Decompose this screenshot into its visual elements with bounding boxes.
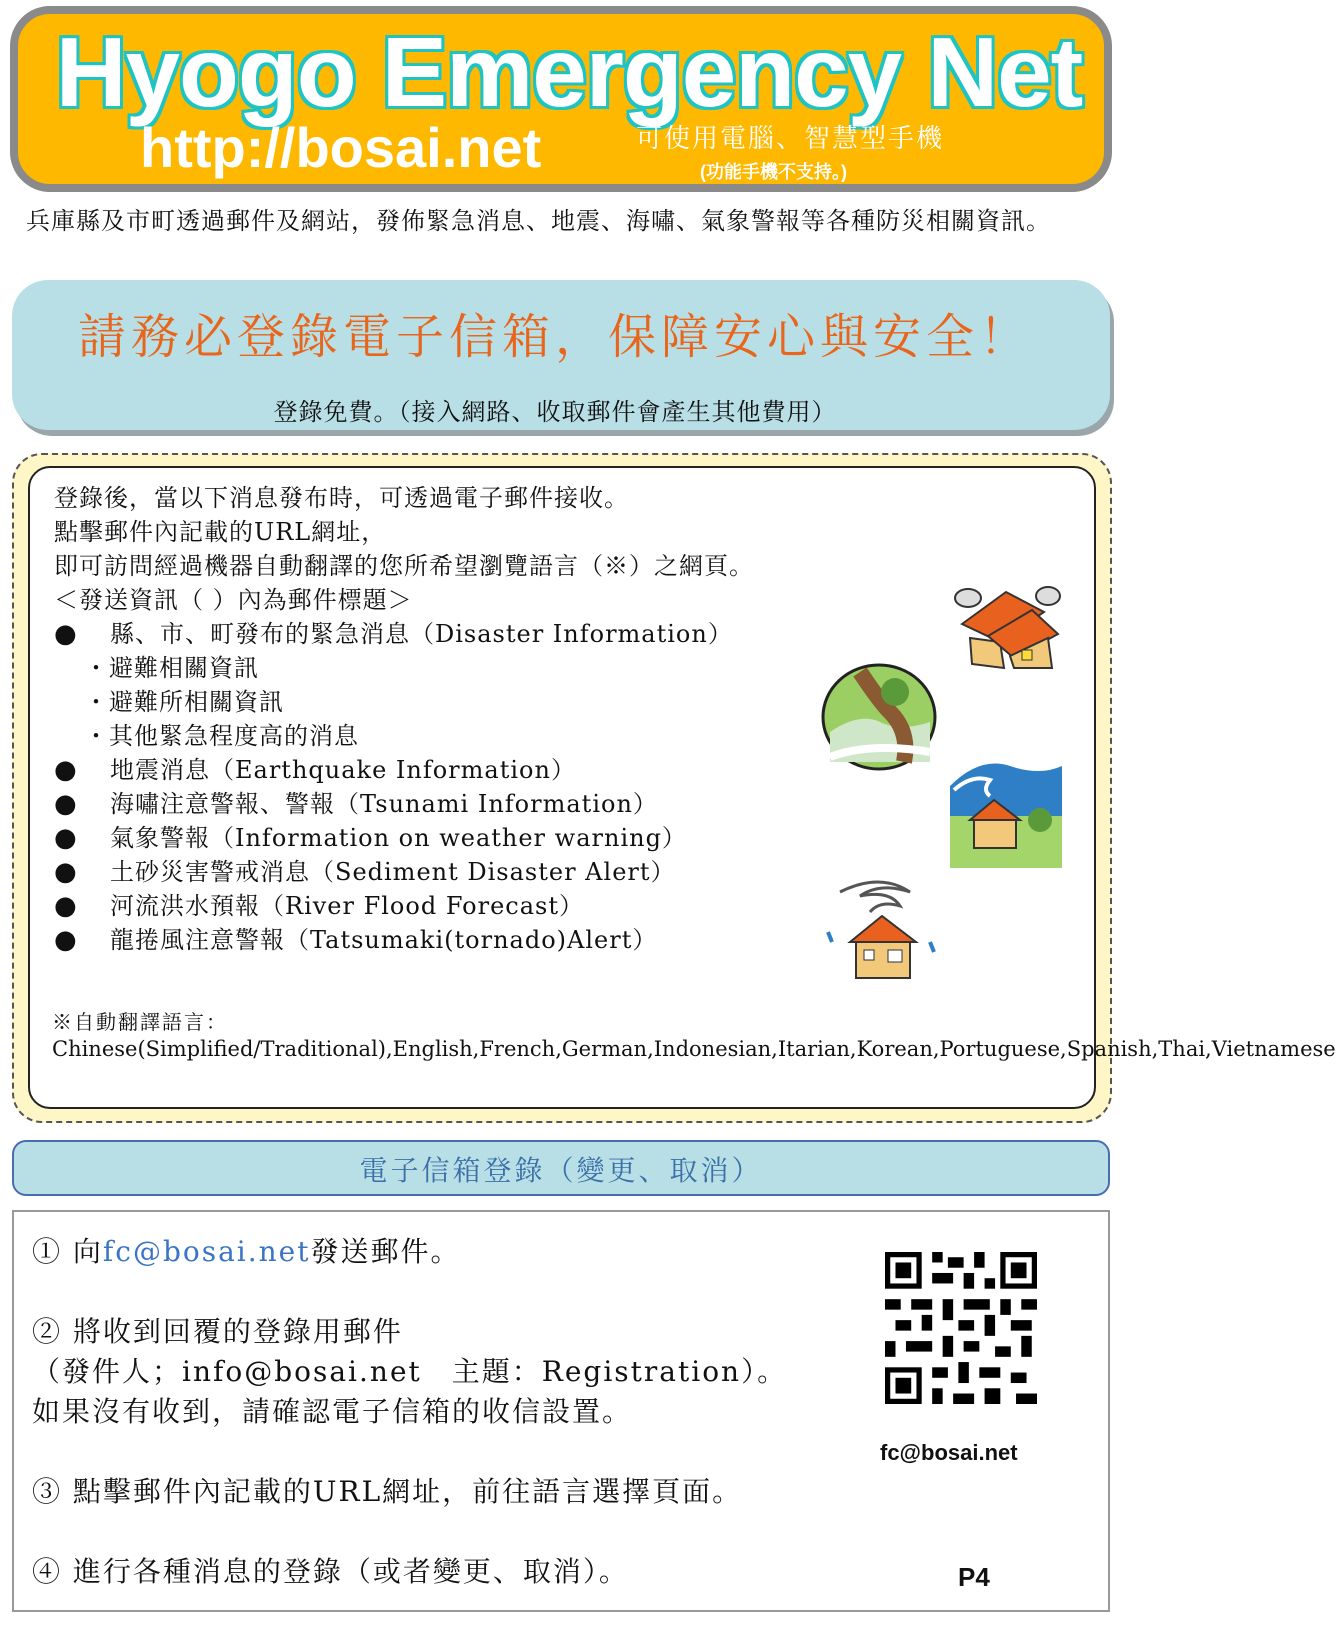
supported-devices: 可使用電腦、智慧型手機	[636, 124, 945, 154]
step-1-suffix: 發送郵件。	[310, 1235, 461, 1268]
list-item: 地震消息（Earthquake Information）	[110, 756, 576, 784]
bullet-icon: ●	[54, 619, 77, 649]
info-line: 點擊郵件內記載的URL網址，	[54, 518, 387, 546]
list-subitem: ・避難所相關資訊	[84, 688, 284, 716]
bullet-icon: ●	[54, 925, 77, 955]
list-item: 土砂災害警戒消息（Sediment Disaster Alert）	[110, 858, 676, 886]
bullet-icon: ●	[54, 857, 77, 887]
landslide-icon	[820, 662, 938, 772]
bullet-icon: ●	[54, 891, 77, 921]
qr-caption: fc@bosai.net	[880, 1440, 1018, 1465]
collapsed-houses-icon	[948, 578, 1066, 670]
step-1-prefix: ① 向	[32, 1235, 103, 1268]
site-url[interactable]: http://bosai.net	[140, 116, 542, 179]
email-link[interactable]: fc@bosai.net	[102, 1235, 311, 1268]
tornado-icon	[820, 872, 940, 984]
bullet-icon: ●	[54, 823, 77, 853]
devices-note: (功能手機不支持。)	[700, 162, 847, 182]
intro-text: 兵庫縣及市町透過郵件及網站，發佈緊急消息、地震、海嘯、氣象警報等各種防災相關資訊。	[26, 207, 1051, 235]
site-title: Hyogo Emergency Net	[55, 17, 1083, 127]
step-3: ③ 點擊郵件內記載的URL網址，前往語言選擇頁面。	[32, 1475, 743, 1508]
info-line: ＜發送資訊（ ）內為郵件標題＞	[54, 586, 413, 614]
info-line: 登錄後，當以下消息發布時，可透過電子郵件接收。	[54, 484, 629, 512]
register-subtext: 登錄免費。（接入網路、收取郵件會產生其他費用）	[273, 398, 837, 426]
register-headline: 請務必登錄電子信箱，保障安心與安全！	[77, 309, 1032, 365]
bullet-icon: ●	[54, 789, 77, 819]
info-line: 即可訪問經過機器自動翻譯的您所希望瀏覽語言（※）之網頁。	[54, 552, 754, 580]
qr-code-icon[interactable]	[885, 1252, 1037, 1404]
registration-title: 電子信箱登錄（變更、取消）	[359, 1154, 763, 1187]
bullet-icon: ●	[54, 755, 77, 785]
page-number: P4	[958, 1562, 990, 1592]
list-item: 海嘯注意警報、警報（Tsunami Information）	[110, 790, 658, 818]
step-1	[32, 1232, 461, 1272]
list-item: 縣、市、町發布的緊急消息（Disaster Information）	[110, 620, 733, 648]
tsunami-icon	[950, 756, 1062, 868]
step-4: ④ 進行各種消息的登錄（或者變更、取消）。	[32, 1555, 629, 1588]
list-subitem: ・其他緊急程度高的消息	[84, 722, 359, 750]
languages-list: Chinese(Simplified/Traditional),English,French,German,Indonesian,Itarian,Korean,Portuguese,Spanish,Thai,Vietnamese	[52, 1037, 1336, 1061]
step-2-line: ② 將收到回覆的登錄用郵件	[32, 1315, 403, 1348]
list-item: 河流洪水預報（River Flood Forecast）	[110, 892, 585, 920]
list-subitem: ・避難相關資訊	[84, 654, 259, 682]
step-2-line: （發件人；info@bosai.net 主題：Registration）。	[32, 1355, 788, 1388]
languages-label: ※自動翻譯語言：	[52, 1010, 228, 1034]
step-2-line: 如果沒有收到，請確認電子信箱的收信設置。	[32, 1395, 633, 1428]
list-item: 龍捲風注意警報（Tatsumaki(tornado)Alert）	[110, 926, 658, 954]
list-item: 氣象警報（Information on weather warning）	[110, 824, 687, 852]
